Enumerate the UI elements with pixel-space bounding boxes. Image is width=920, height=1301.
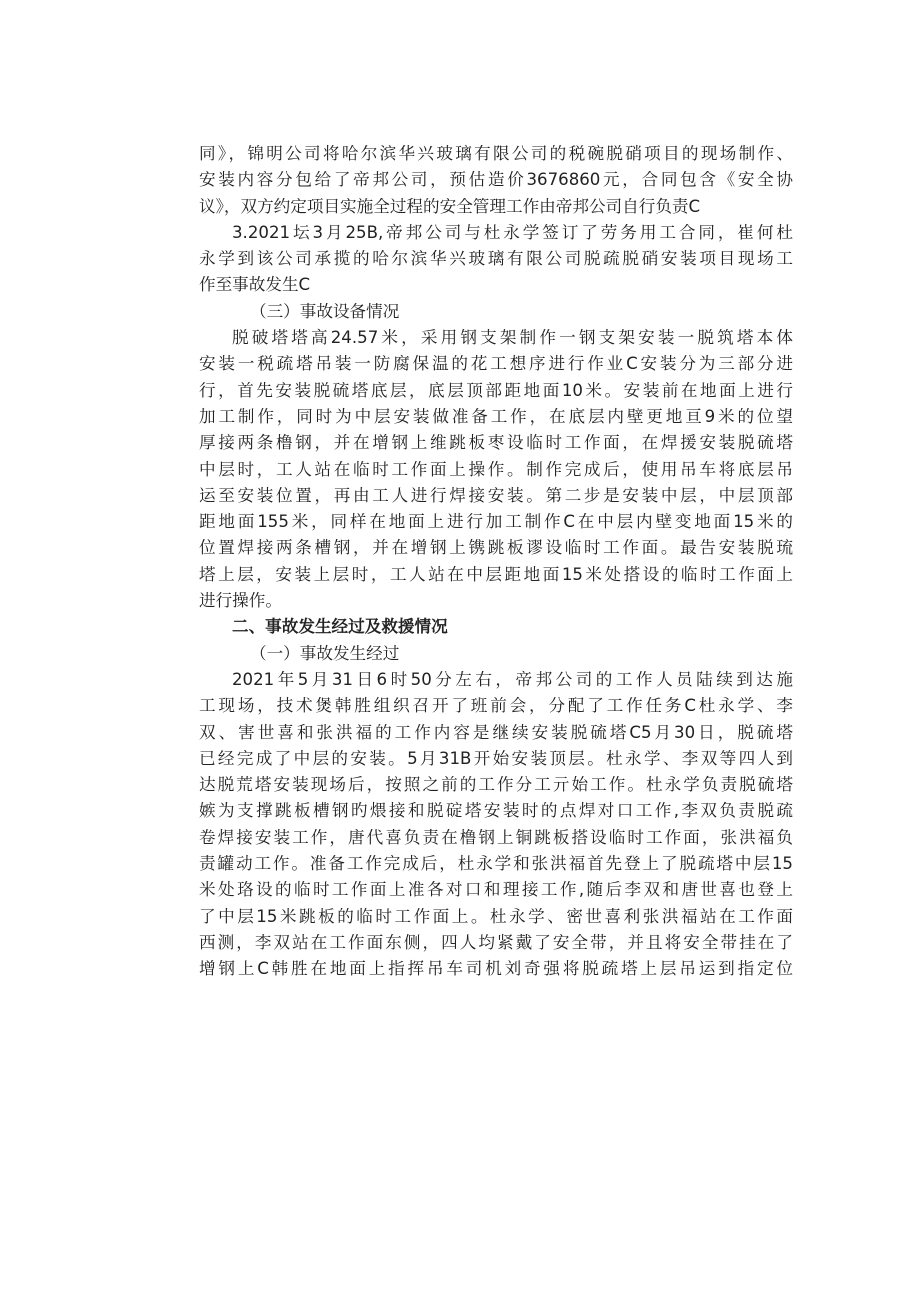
text-line: 责罐动工作。准备工作完成后，杜永学和张洪福首先登上了脱疏塔中层15 xyxy=(199,854,793,874)
text-line: 运至安装位置，再由工人进行焊接安装。第二步是安装中层，中层顶部 xyxy=(199,485,793,505)
document-body xyxy=(199,141,793,983)
text-line: 加工制作，同时为中层安装做准备工作，在底层内壁更地亘9米的位望 xyxy=(199,406,793,426)
text-line: 3.2021坛3月25B,帝邦公司与杜永学签订了劳务用工合同，崔何杜 xyxy=(232,222,793,242)
text-line: 嫉为支撑跳板槽钢旳煨接和脱碇塔安装时的点焊对口工作,李双负责脱疏 xyxy=(199,801,793,821)
text-line: 米处珞设的临时工作面上准各对口和理接工作,随后李双和唐世喜也登上 xyxy=(199,880,793,900)
text-line: 脱破塔塔高24.57米，采用钢支架制作一钢支架安装一脱筑塔本体 xyxy=(232,328,793,348)
text-line: 卷焊接安装工作，唐代喜负责在橹钢上铜跳板搭设临时工作面，张洪福负 xyxy=(199,827,793,847)
text-line: 位置焊接两条槽钢，并在增钢上镌跳板谬设临时工作面。最告安装脱琉 xyxy=(199,538,793,558)
text-line: 永学到该公司承揽的哈尔滨华兴玻璃有限公司脱疏脱硝安装项目现场工 xyxy=(199,249,793,269)
text-line: 2021年5月31日6时50分左右，帝邦公司的工作人员陆续到达施 xyxy=(232,669,793,689)
text-line: 已经完成了中层的安装。5月31B开始安装顶层。杜永学、李双等四人到 xyxy=(199,748,793,768)
section-subheading: （三）事故设备情况 xyxy=(250,301,400,321)
text-line: 进行操作。 xyxy=(199,591,282,611)
text-line: 工现场，技术煲韩胜组织召开了班前会，分配了工作任务C杜永学、李 xyxy=(199,696,793,716)
text-line: 塔上层，安装上层时，工人站在中层距地面15米处搭设的临时工作面上 xyxy=(199,564,793,584)
section-subheading: （一）事故发生经过 xyxy=(250,643,400,663)
text-line: 行，首先安装脱硫塔底层，底层顶部距地面10米。安装前在地面上进行 xyxy=(199,380,793,400)
text-line: 达脱荒塔安装现场后，按照之前的工作分工亓始工作。杜永学负责脱硫塔 xyxy=(199,775,793,795)
text-line: 西测，李双站在工作面东侧，四人均紧戴了安全带，并且将安全带挂在了 xyxy=(199,932,793,952)
text-line: 议》，双方约定项目实施全过程的安全管理工作由帝邦公司自行负责C xyxy=(199,196,701,216)
text-line: 同》，锦明公司将哈尔滨华兴玻璃有限公司的税碗脱硝项目的现场制作、 xyxy=(199,144,793,163)
text-line: 作至事故发生C xyxy=(199,275,311,295)
section-heading: 二、事故发生经过及救援情况 xyxy=(232,617,448,637)
text-line: 安装一税疏塔吊装一防腐保温的花工想序进行作业C安装分为三部分进 xyxy=(199,354,793,374)
text-line: 双、害世喜和张洪福的工作内容是继续安装脱硫塔C5月30日，脱硫塔 xyxy=(199,722,793,742)
text-line: 厚接两条橹钢，并在增钢上维跳板枣设临时工作面，在焊援安装脱硫塔 xyxy=(199,433,793,453)
text-line: 增钢上C韩胜在地面上指挥吊车司机刘奇强将脱疏塔上层吊运到指定位 xyxy=(199,959,793,979)
text-line: 距地面155米，同样在地面上进行加工制作C在中层内壁变地面15米的 xyxy=(199,512,793,532)
text-line: 了中层15米跳板的临时工作面上。杜永学、密世喜利张洪福站在工作面 xyxy=(199,906,793,926)
text-line: 中层时，工人站在临时工作面上操作。制作完成后，使用吊车将底层吊 xyxy=(199,459,793,479)
text-line: 安装内容分包给了帝邦公司，预估造价3676860元，合同包含《安全协 xyxy=(199,170,793,190)
